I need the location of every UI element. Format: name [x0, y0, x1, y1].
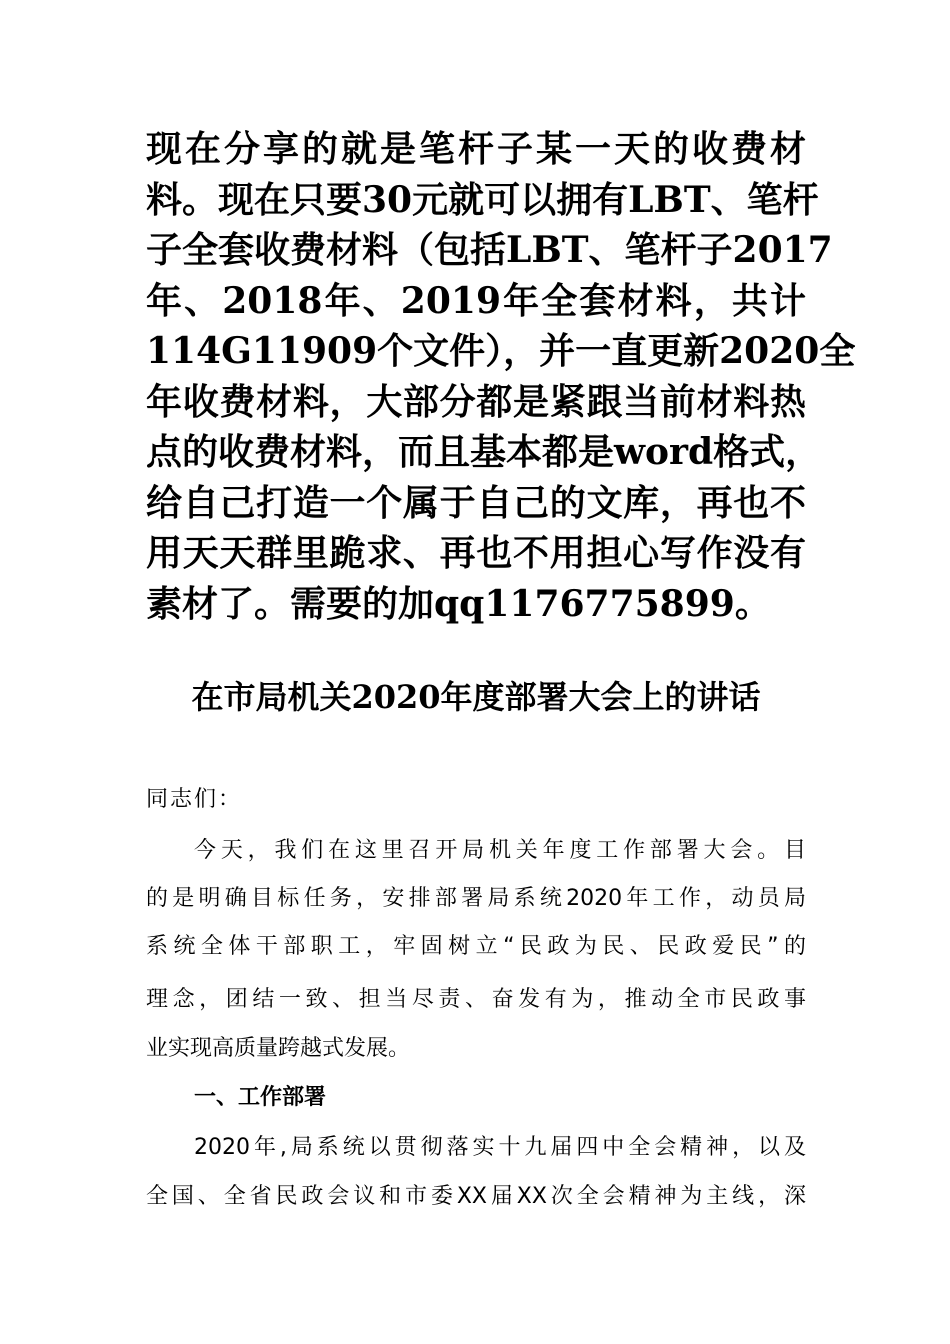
paragraph-line: 理念，团结一致、担当尽责、奋发有为，推动全市民政事 — [146, 987, 806, 1012]
paragraph-line: 全国、全省民政会议和市委XX届XX次全会精神为主线，深 — [146, 1184, 806, 1209]
paragraph-line: 系统全体干部职工，牢固树立“民政为民、民政爱民”的 — [146, 934, 806, 959]
paragraph-line: 今天，我们在这里召开局机关年度工作部署大会。目 — [194, 838, 806, 863]
promo-line: 给自己打造一个属于自己的文库，再也不 — [146, 481, 806, 524]
promo-paragraph — [146, 124, 856, 629]
promo-line: 年、2018年、2019年全套材料，共计 — [146, 279, 806, 322]
promo-line: 子全套收费材料（包括LBT、笔杆子2017 — [146, 229, 833, 271]
promo-line: 现在分享的就是笔杆子某一天的收费材 — [146, 128, 806, 170]
paragraph-line: 业实现高质量跨越式发展。 — [146, 1036, 411, 1061]
promo-line: 114G11909个文件），并一直更新2020全 — [146, 330, 856, 372]
promo-line: 素材了。需要的加qq1176775899。 — [146, 582, 771, 625]
document-title: 在市局机关2020年度部署大会上的讲话 — [191, 678, 761, 716]
promo-line: 料。现在只要30元就可以拥有LBT、笔杆 — [146, 178, 819, 221]
section-heading: 一、工作部署 — [194, 1085, 327, 1110]
promo-line: 点的收费材料，而且基本都是word格式， — [146, 431, 822, 473]
promo-line: 年收费材料，大部分都是紧跟当前材料热 — [146, 380, 806, 423]
salutation: 同志们： — [146, 787, 243, 812]
promo-line: 用天天群里跪求、再也不用担心写作没有 — [146, 532, 806, 574]
paragraph-line: 的是明确目标任务，安排部署局系统2020年工作，动员局 — [146, 886, 806, 911]
paragraph-line: 2020年,局系统以贯彻落实十九届四中全会精神，以及 — [194, 1135, 806, 1160]
